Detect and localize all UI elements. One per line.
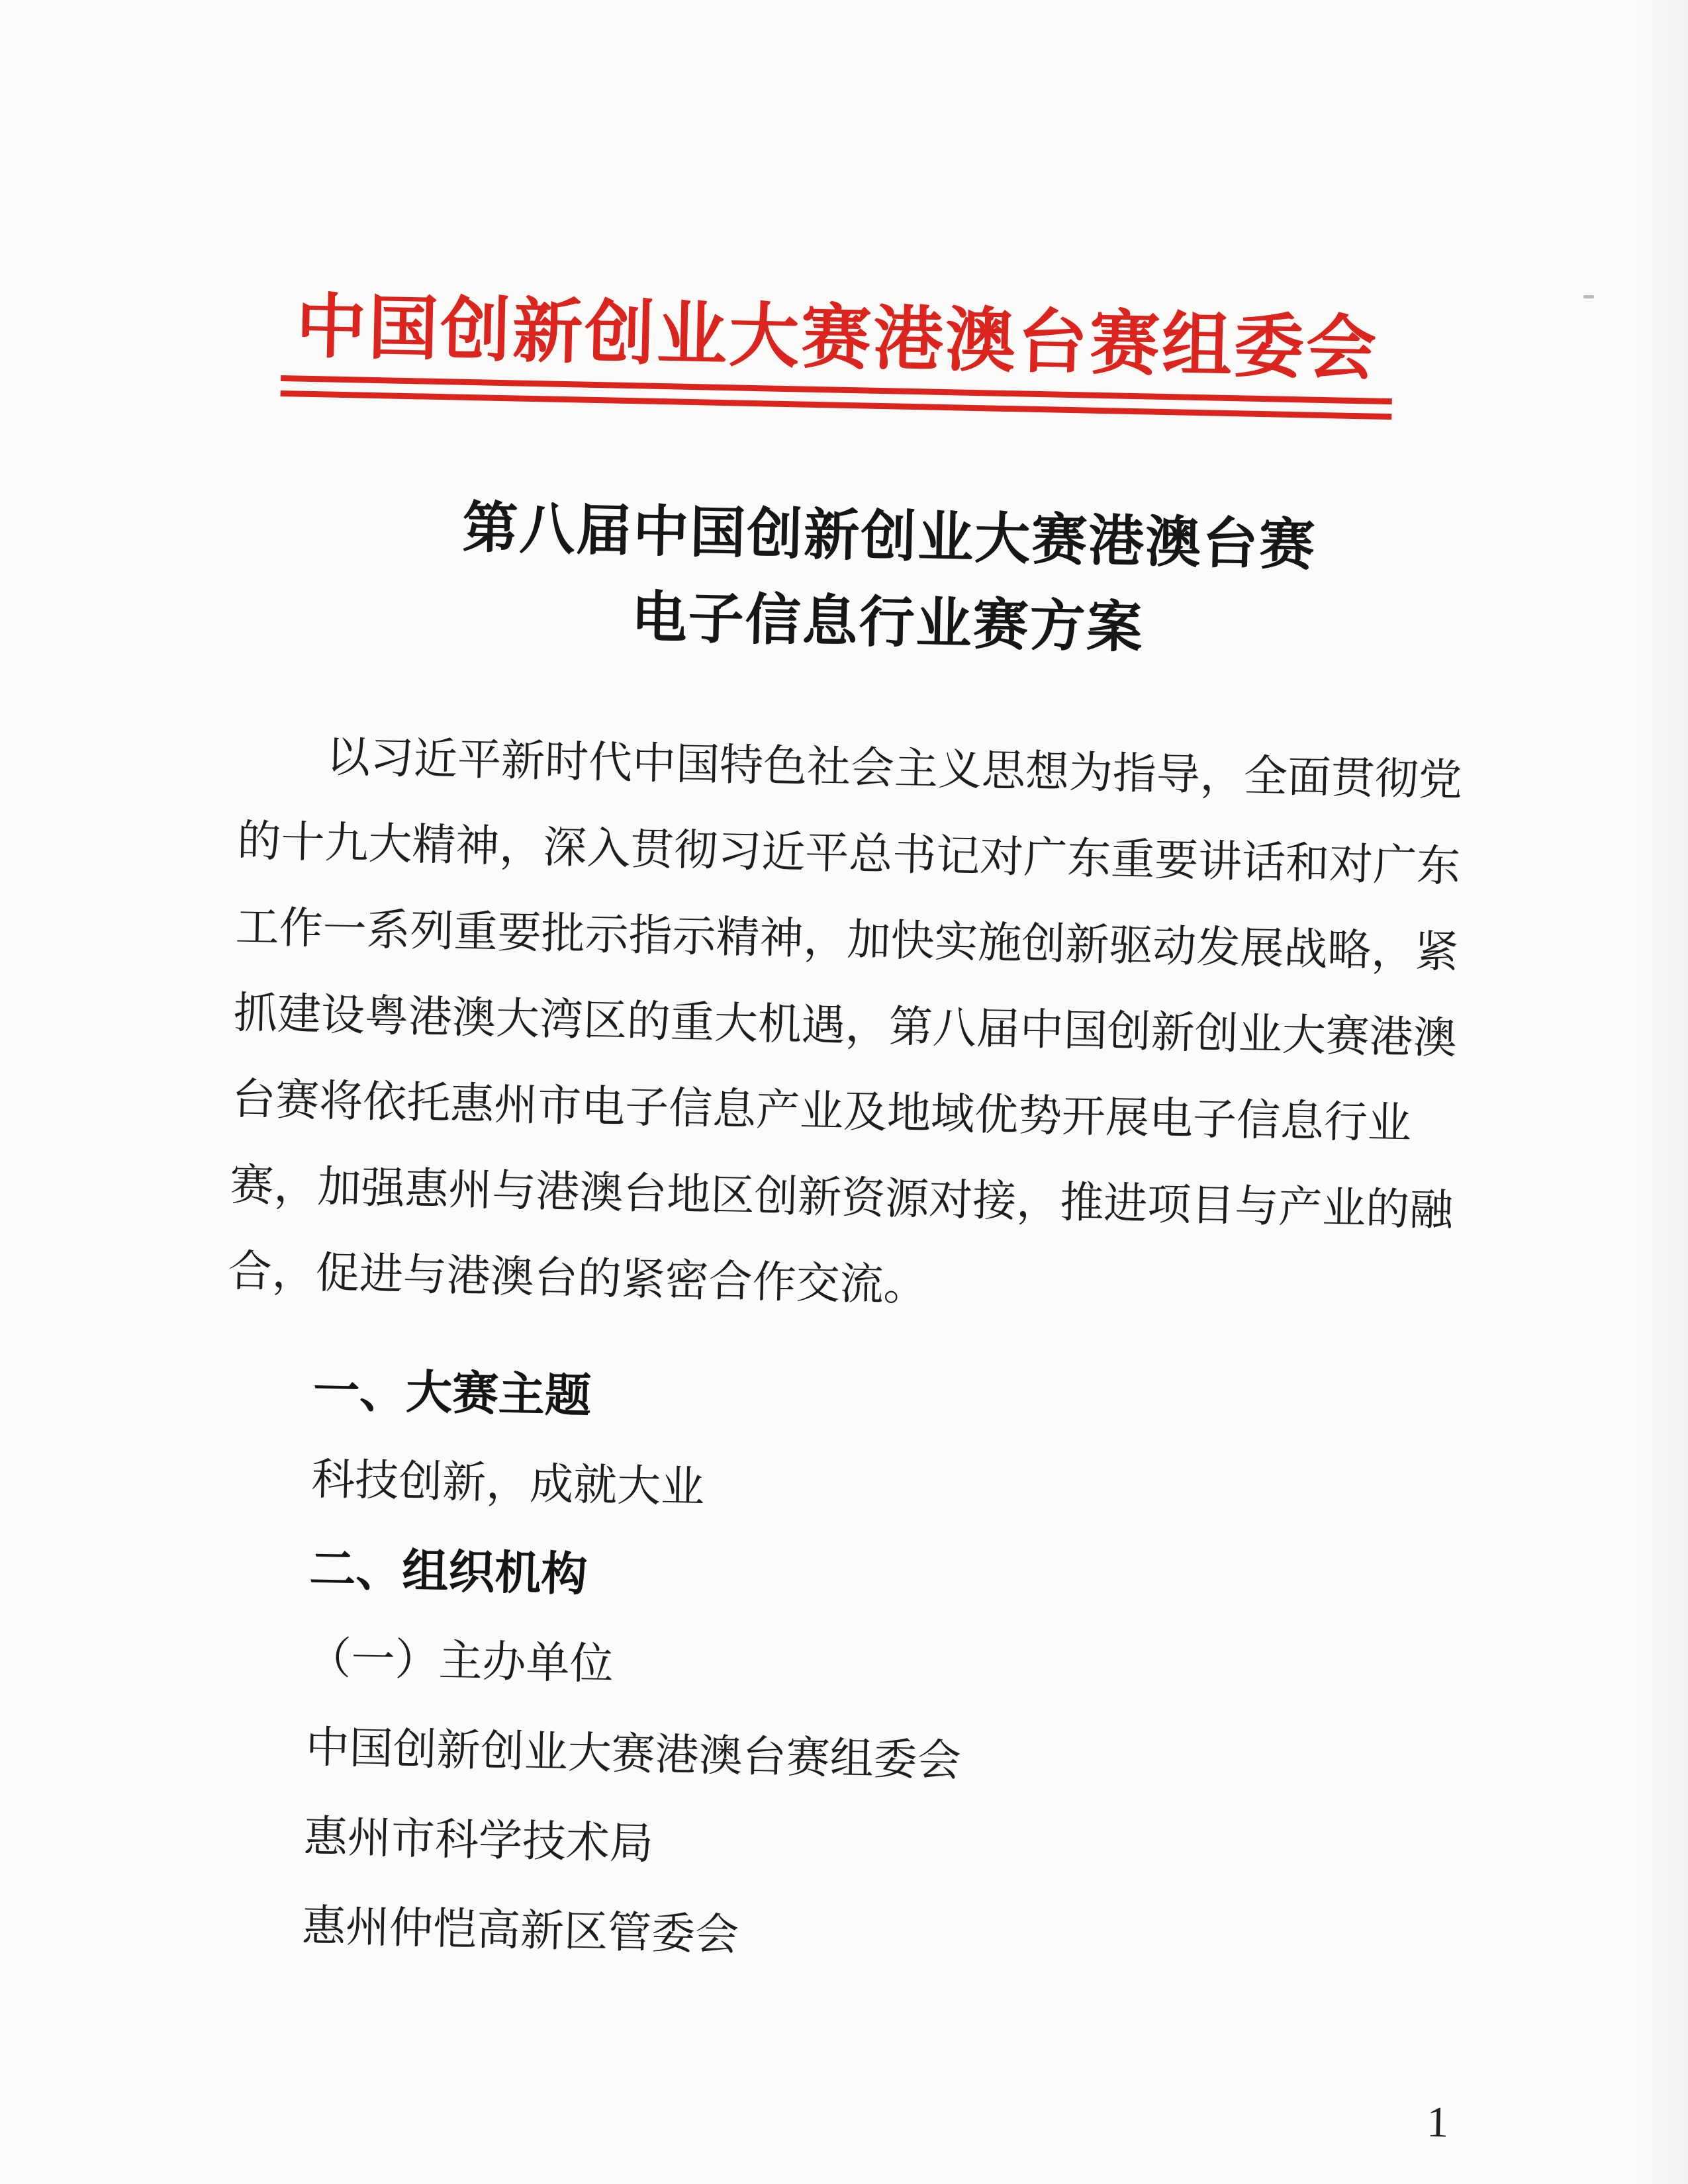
page-number: 1 bbox=[1426, 2097, 1450, 2147]
org-letterhead-title: 中国创新创业大赛港澳台赛组委会 bbox=[281, 289, 1394, 405]
intro-paragraph bbox=[0, 707, 1673, 1345]
scan-artifact-dot bbox=[1583, 295, 1594, 298]
section-heading-theme: 一、大赛主题 bbox=[312, 1364, 592, 1422]
section-heading-organization: 二、组织机构 bbox=[308, 1543, 588, 1601]
host-organization: 惠州市科学技术局 bbox=[303, 1813, 654, 1869]
document-title-block bbox=[43, 476, 1688, 683]
subsection-heading-hosts: （一）主办单位 bbox=[306, 1634, 614, 1690]
theme-text: 科技创新，成就大业 bbox=[310, 1455, 705, 1513]
section-list bbox=[0, 1339, 1660, 1999]
paragraph-line: 抓建设粤港澳大湾区的重大机遇，第八届中国创新创业大赛港澳 bbox=[233, 989, 1458, 1064]
paragraph-line: 合，促进与港澳台的紧密合作交流。 bbox=[228, 1248, 928, 1311]
paragraph-line: 的十九大精神，深入贯彻习近平总书记对广东重要讲话和对广东 bbox=[236, 817, 1461, 891]
letterhead bbox=[0, 0, 1687, 411]
host-organization: 惠州仲恺高新区管委会 bbox=[301, 1902, 739, 1960]
document-title-line-1: 第八届中国创新创业大赛港澳台赛 bbox=[461, 496, 1317, 577]
document-title-line-2: 电子信息行业赛方案 bbox=[630, 586, 1145, 659]
paragraph-line: 台赛将依托惠州市电子信息产业及地域优势开展电子信息行业 bbox=[231, 1075, 1412, 1149]
paragraph-line: 赛，加强惠州与港澳台地区创新资源对接，推进项目与产业的融 bbox=[229, 1161, 1454, 1236]
paragraph-line: 工作一系列重要批示指示精神，加快实施创新驱动发展战略，紧 bbox=[234, 903, 1460, 978]
host-organization: 中国创新创业大赛港澳台赛组委会 bbox=[305, 1723, 962, 1786]
paragraph-line: 以习近平新时代中国特色社会主义思想为指导，全面贯彻党 bbox=[326, 733, 1463, 805]
